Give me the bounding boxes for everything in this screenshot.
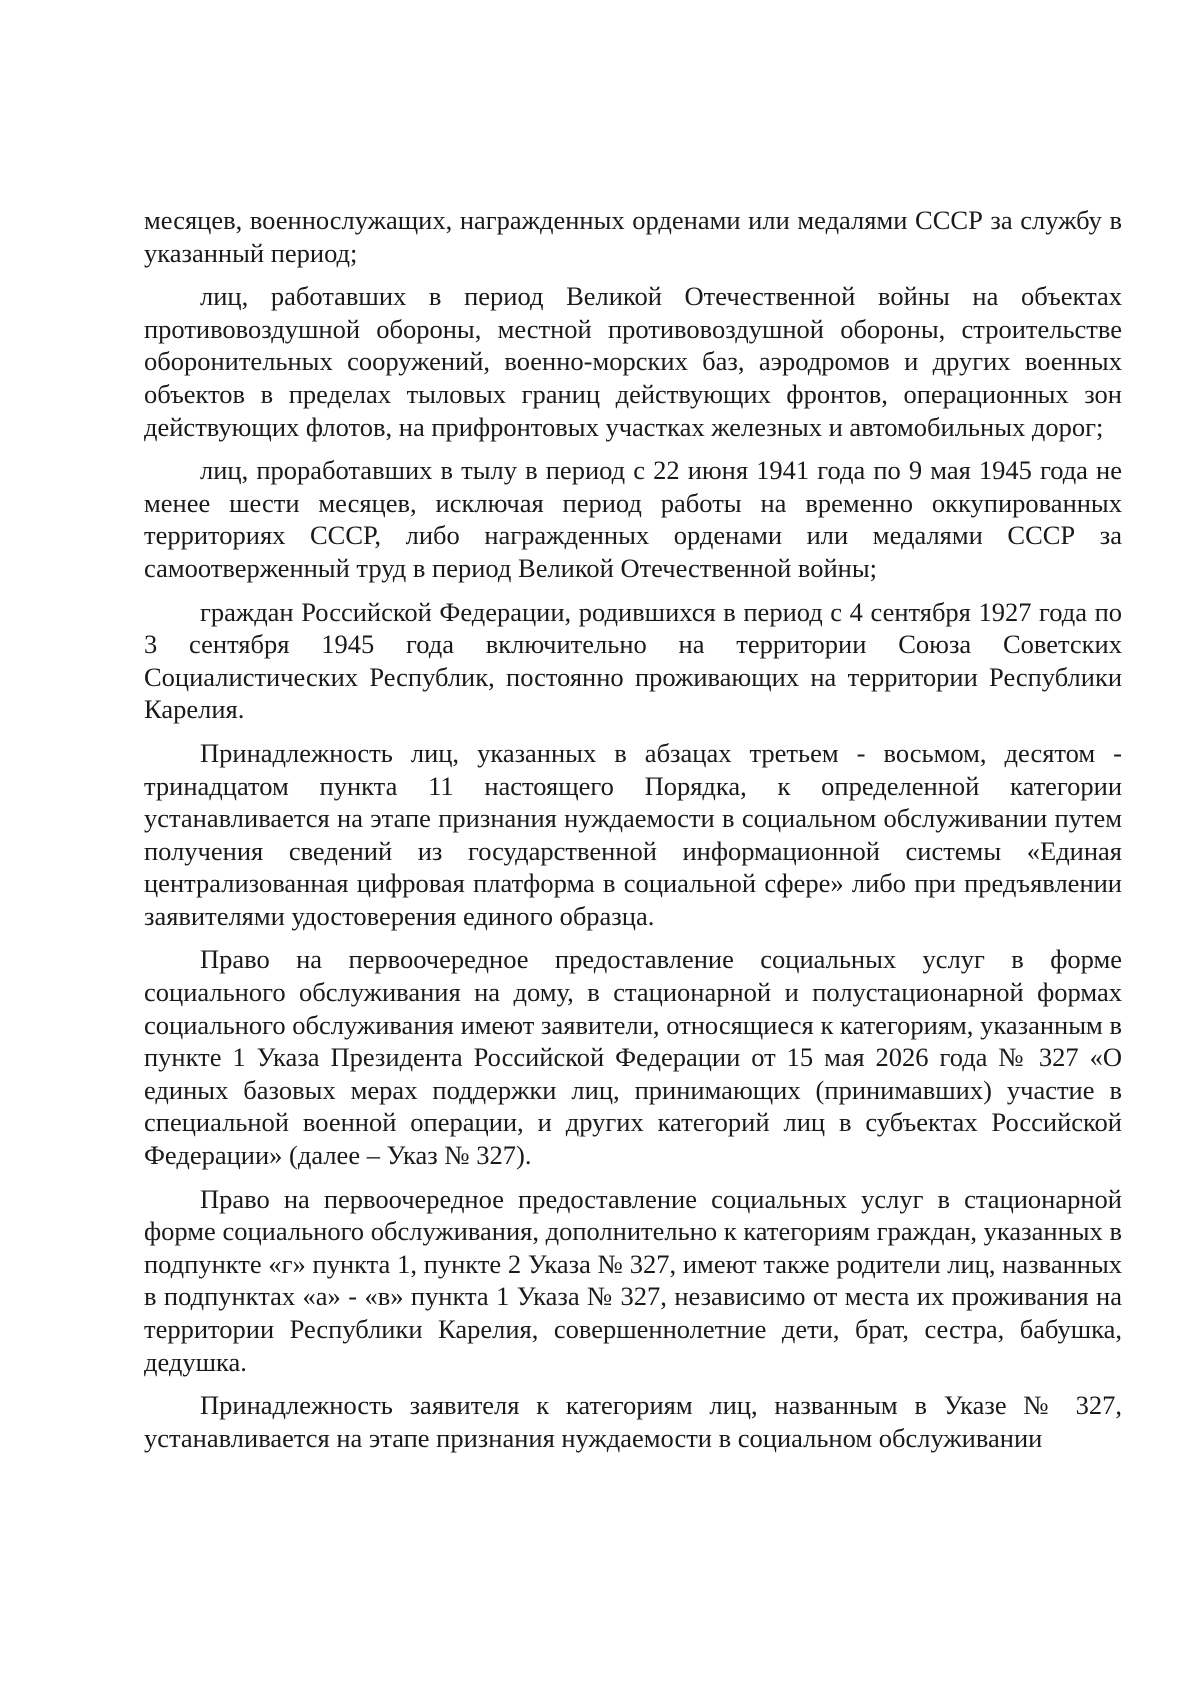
paragraph-priority-right-stationary: Право на первоочередное предоставление социальных услуг в стационарной форме социального обслуживания, дополнительно к категориям граждан, указанных в подпункте «г» пункта 1, пункте 2 Указа № 327, имеют также родители лиц, названных в подпунктах «а» - «в» пункта 1 Указа № 327, независимо от места их проживания на территории Республики Карелия, совершеннолетние дети, брат, сестра, бабушка, дедушка. xyxy=(144,1183,1122,1377)
document-body xyxy=(144,204,1122,1465)
paragraph-category-verification: Принадлежность лиц, указанных в абзацах третьем - восьмом, десятом - тринадцатом пункта 11 настоящего Порядка, к определенной категории устанавливается на этапе признания нуждаемости в социальном обслуживании путем получения сведений из государственной информационной системы «Единая централизованная цифровая платформа в социальной сфере» либо при предъявлении заявителями удостоверения единого образца. xyxy=(144,737,1122,931)
paragraph-continuation: месяцев, военнослужащих, награжденных орденами или медалями СССР за службу в указанный период; xyxy=(144,205,1122,268)
paragraph-air-defense-workers: лиц, работавших в период Великой Отечественной войны на объектах противовоздушной обороны, местной противовоздушной обороны, строительстве оборонительных сооружений, военно-морских баз, аэродромов и других военных объектов в пределах тыловых границ действующих фронтов, операционных зон действующих флотов, на прифронтовых участках железных и автомобильных дорог; xyxy=(144,281,1122,442)
paragraph-priority-right: Право на первоочередное предоставление социальных услуг в форме социального обслуживания на дому, в стационарной и полустационарной формах социального обслуживания имеют заявители, относящиеся к категориям, указанным в пункте 1 Указа Президента Российской Федерации от 15 мая 2026 года № 327 «О единых базовых мерах поддержки лиц, принимающих (принимавших) участие в специальной военной операции, и других категорий лиц в субъектах Российской Федерации» (далее – Указ № 327). xyxy=(144,944,1122,1171)
paragraph-decree-verification: Принадлежность заявителя к категориям лиц, названным в Указе № 327, устанавливается на этапе признания нуждаемости в социальном обслуживании xyxy=(144,1390,1122,1453)
paragraph-home-front-workers: лиц, проработавших в тылу в период с 22 июня 1941 года по 9 мая 1945 года не менее шести месяцев, исключая период работы на временно оккупированных территориях СССР, либо награжденных орденами или медалями СССР за самоотверженный труд в период Великой Отечественной войны; xyxy=(144,455,1122,583)
paragraph-war-children: граждан Российской Федерации, родившихся в период с 4 сентября 1927 года по 3 сентября 1945 года включительно на территории Союза Советских Социалистических Республик, постоянно проживающих на территории Республики Карелия. xyxy=(144,596,1122,725)
